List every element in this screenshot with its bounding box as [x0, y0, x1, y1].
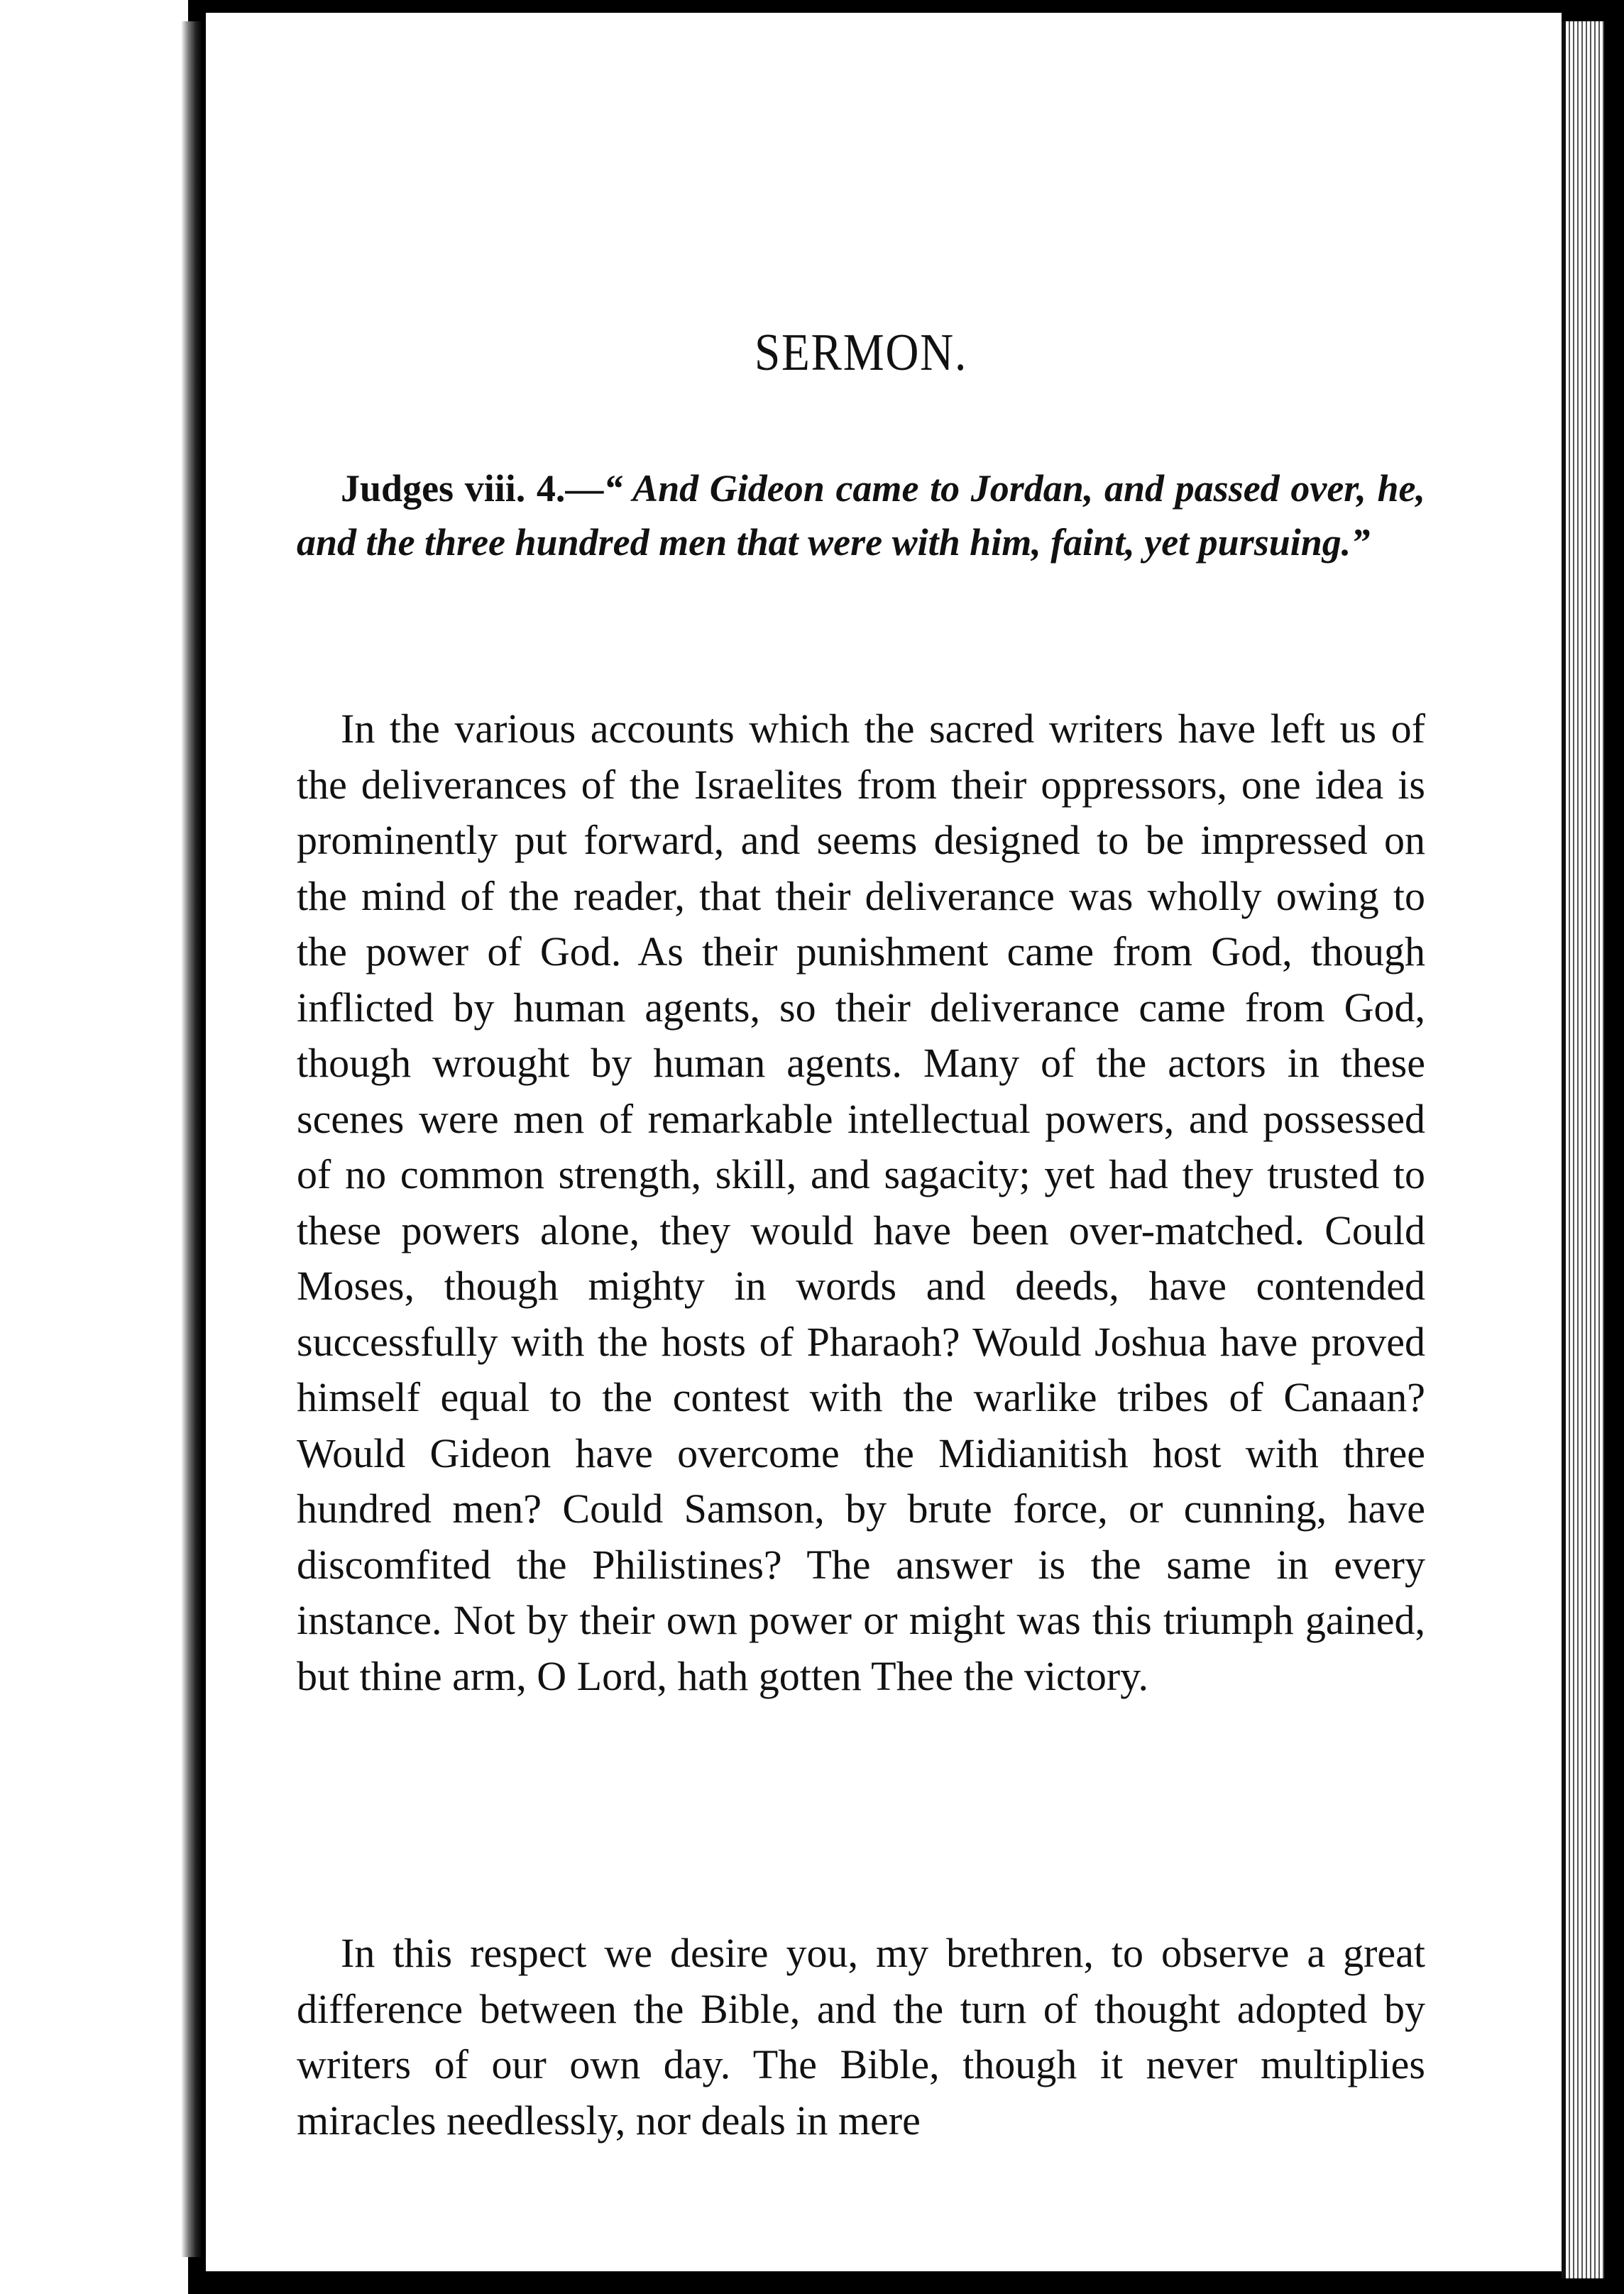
scripture-quote: “ And Gideon came to Jordan, and passed over, he, and the three hundred men that were with him, faint, yet pursuing.” — [297, 467, 1425, 564]
page-edges — [1562, 21, 1608, 2278]
scripture-epigraph — [297, 461, 1425, 569]
scripture-reference: Judges viii. 4.— — [341, 467, 604, 510]
scan-border-right — [1604, 0, 1624, 2294]
previous-page-edge — [0, 0, 188, 2294]
scan-border-top — [206, 0, 1624, 13]
page-title: SERMON. — [755, 324, 967, 382]
binding-shadow — [181, 21, 202, 2257]
paragraph-1: In the various accounts which the sacred writers have left us of the deliverances of the Israelites from their oppressors, one idea is prominently put forward, and seems designed to be impressed on the mind of the reader, that their deliverance was wholly owing to the power of God. As their punishment came from God, though inflicted by human agents, so their deliverance came from God, though wrought by human agents. Many of the actors in these scenes were men of remarkable intellectual powers, and possessed of no common strength, skill, and sagacity; yet had they trusted to these powers alone, they would have been over-matched. Could Moses, though mighty in words and deeds, have contended successfully with the hosts of Pharaoh? Would Joshua have proved himself equal to the contest with the warlike tribes of Canaan? Would Gideon have overcome the Midianitish host with three hundred men? Could Samson, by brute force, or cunning, have discomfited the Philistines? The answer is the same in every instance. Not by their own power or might was this triumph gained, but thine arm, O Lord, hath gotten Thee the victory. — [297, 706, 1425, 1699]
paragraph-2: In this respect we desire you, my brethren, to observe a great difference between the Bible, and the turn of thought adopted by writers of our own day. The Bible, though it never multiplies miracles needlessly, nor deals in mere — [297, 1930, 1425, 2144]
